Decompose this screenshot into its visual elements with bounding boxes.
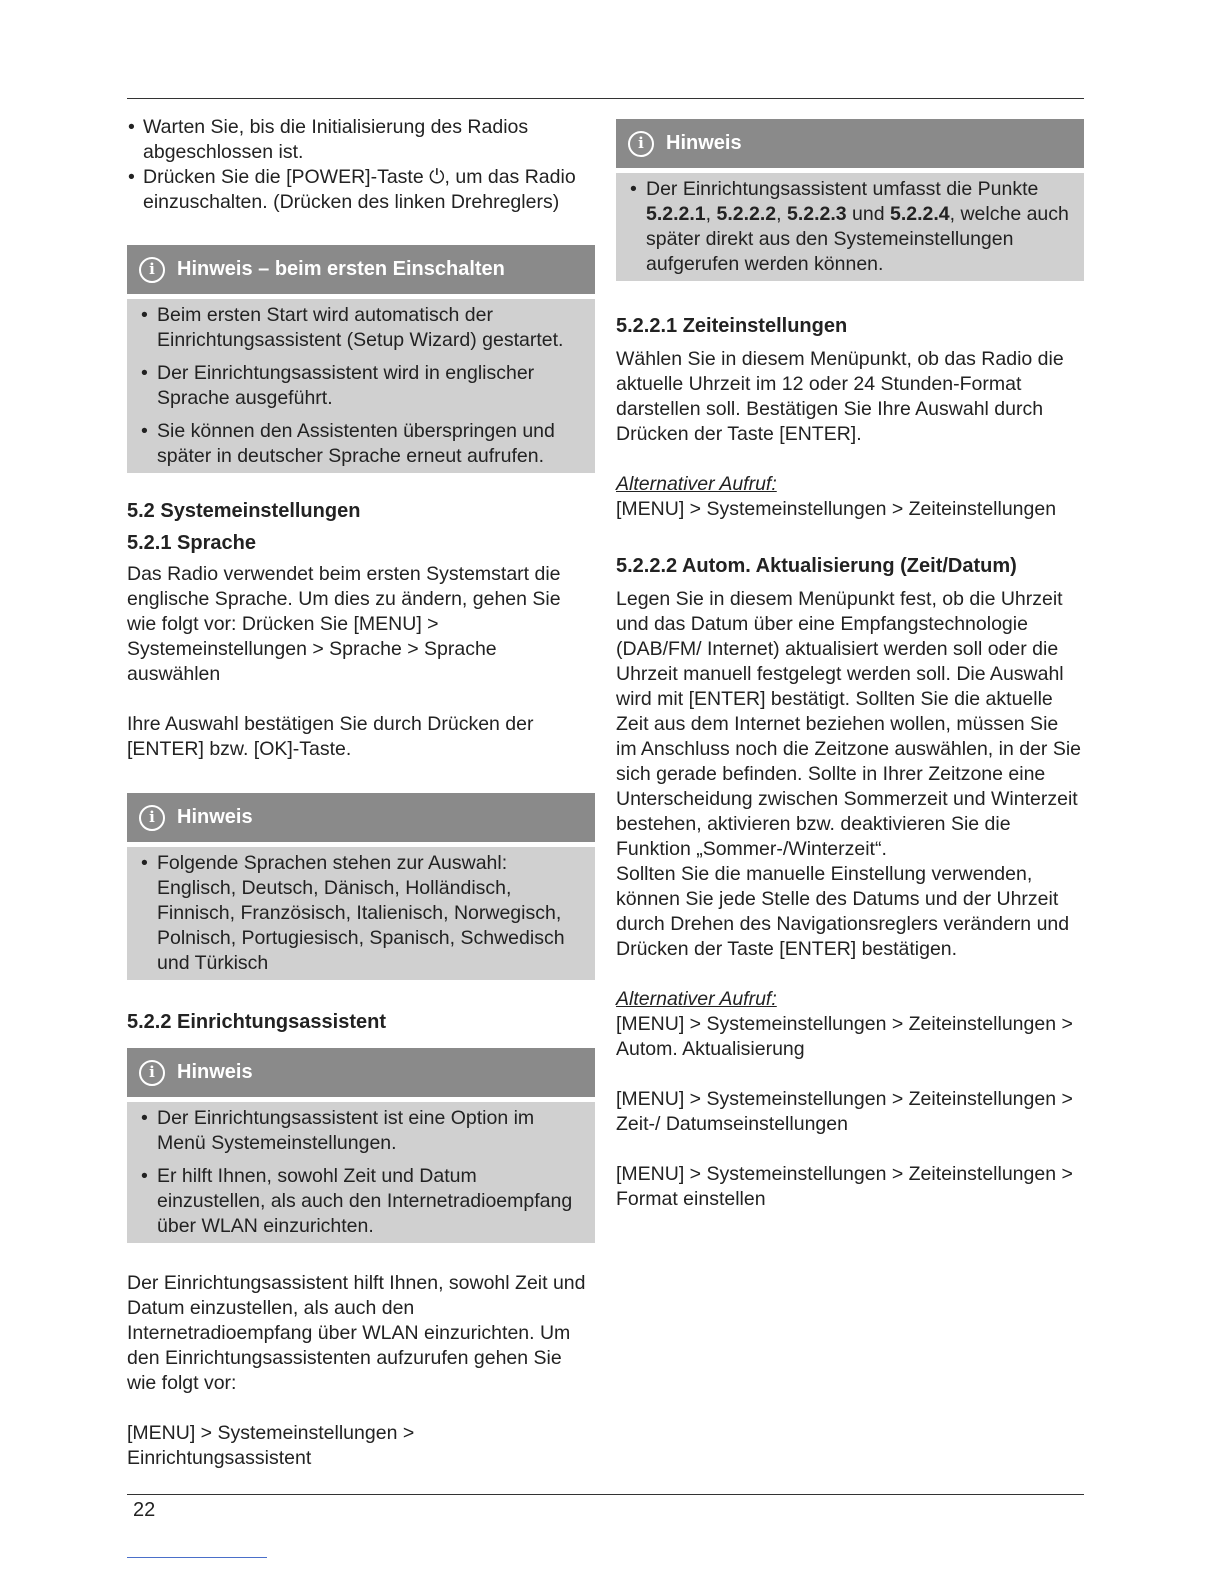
note-title: Hinweis – beim ersten Einschalten <box>177 258 505 280</box>
top-rule <box>127 98 1084 99</box>
note-body <box>127 847 595 980</box>
footer-underline <box>127 1557 267 1558</box>
list-item <box>630 177 1072 277</box>
note-header <box>127 1048 595 1097</box>
menu-path: [MENU] > Systemeinstellungen > Zeiteinstellungen > Zeit-/ Datumseinstellungen <box>616 1088 1073 1135</box>
section-ref: 5.2.2.2 <box>716 203 777 225</box>
paragraph: Wählen Sie in diesem Menüpunkt, ob das Radio die aktuelle Uhrzeit im 12 oder 24 Stunden-Format darstellen soll. Bestätigen Sie Ihre Auswahl durch Drücken der Taste [ENTER]. <box>616 348 1064 445</box>
menu-path: [MENU] > Systemeinstellungen > Zeiteinstellungen > Autom. Aktualisierung <box>616 1013 1073 1060</box>
menu-path: [MENU] > Systemeinstellungen > Zeiteinstellungen > Format einstellen <box>616 1163 1073 1210</box>
note-text: Der Einrichtungsassistent umfasst die Punkte <box>646 178 1039 200</box>
info-icon: i <box>139 805 165 831</box>
separator: , <box>705 203 717 225</box>
note-box-first-start <box>127 245 595 473</box>
section-heading: 5.2.2 Einrichtungsassistent <box>127 1011 386 1033</box>
alt-call-label: Alternativer Aufruf: <box>616 473 777 495</box>
section-heading: 5.2 Systemeinstellungen <box>127 500 361 522</box>
note-title: Hinweis <box>177 1061 253 1083</box>
note-body <box>127 299 595 473</box>
note-box-wizard <box>127 1048 595 1243</box>
list-item: • Beim ersten Start wird automatisch der Einrichtungsassistent (Setup Wizard) gestartet. <box>141 303 583 353</box>
note-title: Hinweis <box>666 132 742 154</box>
section-ref: 5.2.2.3 <box>786 203 847 225</box>
paragraph: Ihre Auswahl bestätigen Sie durch Drücken der [ENTER] bzw. [OK]-Taste. <box>127 713 534 760</box>
note-box-wizard-points <box>616 119 1084 281</box>
note-box-languages <box>127 793 595 980</box>
note-body <box>616 173 1084 281</box>
section-heading: 5.2.2.1 Zeiteinstellungen <box>616 315 848 337</box>
paragraph: Sollten Sie die manuelle Einstellung verwenden, können Sie jede Stelle des Datums und der Uhrzeit durch Drehen des Navigationsreglers verändern und Drücken der Taste [ENTER] bestätigen. <box>616 863 1070 960</box>
section-ref: 5.2.2.1 <box>646 203 706 225</box>
menu-path: [MENU] > Systemeinstellungen > Einrichtungsassistent <box>127 1422 415 1469</box>
note-body <box>127 1102 595 1243</box>
bottom-rule <box>127 1494 1084 1495</box>
note-title: Hinweis <box>177 806 253 828</box>
section-ref: 5.2.2.4 <box>889 203 950 225</box>
right-column <box>616 115 1084 1212</box>
alt-call-label: Alternativer Aufruf: <box>616 988 777 1010</box>
list-item: • Drücken Sie die [POWER]-Taste ⏻, um das Radio einzuschalten. (Drücken des linken Drehreglers) <box>127 165 595 215</box>
list-item: • Sie können den Assistenten überspringen und später in deutscher Sprache erneut aufrufen. <box>141 419 583 469</box>
note-header <box>127 793 595 842</box>
info-icon: i <box>628 131 654 157</box>
list-item: • Warten Sie, bis die Initialisierung des Radios abgeschlossen ist. <box>127 115 595 165</box>
separator: und <box>846 203 890 225</box>
section-heading: 5.2.2.2 Autom. Aktualisierung (Zeit/Datum) <box>616 555 1017 577</box>
menu-path: [MENU] > Systemeinstellungen > Zeiteinstellungen <box>616 498 1057 520</box>
list-item: • Der Einrichtungsassistent wird in englischer Sprache ausgeführt. <box>141 361 583 411</box>
left-column <box>127 115 595 1471</box>
list-item: • Er hilft Ihnen, sowohl Zeit und Datum einzustellen, als auch den Internetradioempfang über WLAN einzurichten. <box>141 1164 583 1239</box>
info-icon: i <box>139 1060 165 1086</box>
note-header <box>127 245 595 294</box>
paragraph: Der Einrichtungsassistent hilft Ihnen, sowohl Zeit und Datum einzustellen, als auch den Internetradioempfang über WLAN einzurichten. Um den Einrichtungsassistenten aufzurufen gehen Sie wie folgt vor: <box>127 1272 586 1394</box>
note-header <box>616 119 1084 168</box>
paragraph: Legen Sie in diesem Menüpunkt fest, ob die Uhrzeit und das Datum über eine Empfangstechnologie (DAB/FM/ Internet) aktualisiert werden soll oder die Uhrzeit manuell festgelegt werden soll. Die Auswahl wird mit [ENTER] bestätigt. Sollten Sie die aktuelle Zeit aus dem Internet beziehen wollen, müssen Sie im Anschluss noch die Zeitzone auswählen, in der Sie sich gerade befinden. Sollte in Ihrer Zeitzone eine Unterscheidung zwischen Sommerzeit und Winterzeit bestehen, aktivieren bzw. deaktivieren Sie die Funktion „Sommer-/Winterzeit“. <box>616 588 1082 860</box>
paragraph: Das Radio verwendet beim ersten Systemstart die englische Sprache. Um dies zu ändern, gehen Sie wie folgt vor: Drücken Sie [MENU] > Systemeinstellungen > Sprache > Sprache auswählen <box>127 563 561 685</box>
section-heading: 5.2.1 Sprache <box>127 532 256 554</box>
info-icon: i <box>139 257 165 283</box>
list-item: • Der Einrichtungsassistent ist eine Option im Menü Systemeinstellungen. <box>141 1106 583 1156</box>
intro-bullet-list <box>127 115 595 215</box>
list-item: • Folgende Sprachen stehen zur Auswahl: Englisch, Deutsch, Dänisch, Holländisch, Finnisch, Französisch, Italienisch, Norwegisch, Polnisch, Portugiesisch, Spanisch, Schwedisch und Türkisch <box>141 851 583 976</box>
separator: , <box>776 203 787 225</box>
page-number: 22 <box>133 1499 156 1521</box>
note-text: , welche auch später direkt aus den Systemeinstellungen aufgerufen werden können. <box>646 203 1069 275</box>
